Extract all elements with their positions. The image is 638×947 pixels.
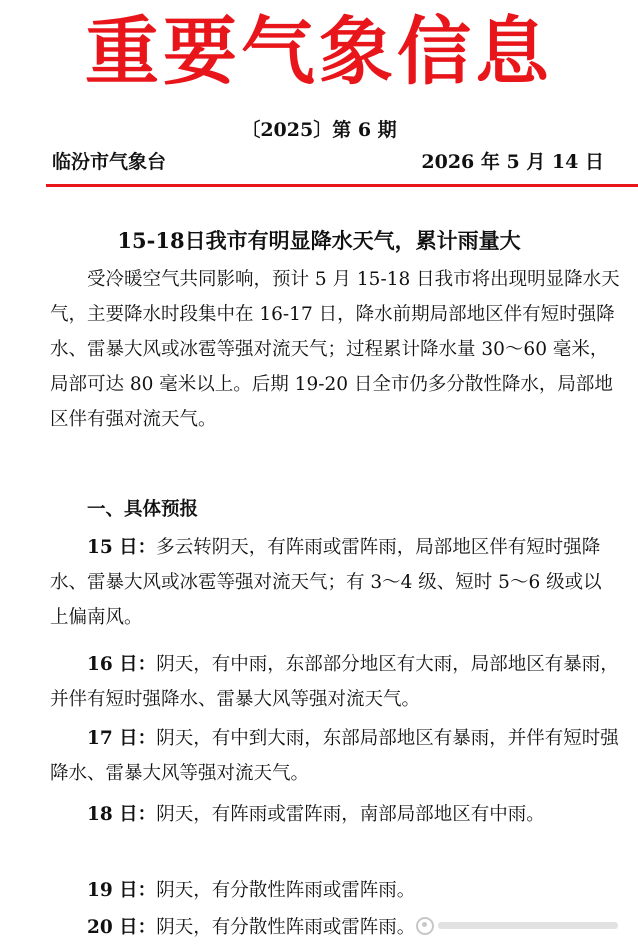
forecast-day-text: 阴天，有分散性阵雨或雷阵雨。 (156, 917, 416, 938)
forecast-day-text: 阴天，有分散性阵雨或雷阵雨。 (156, 880, 416, 901)
forecast-day-15 (50, 530, 620, 635)
forecast-day-label: 15 日： (87, 537, 157, 558)
masthead-divider (46, 184, 638, 187)
forecast-day-label: 16 日： (87, 654, 157, 675)
forecast-day-label: 19 日： (87, 880, 157, 901)
forecast-day-text: 阴天，有阵雨或雷阵雨，南部局部地区有中雨。 (156, 804, 545, 825)
forecast-day-text: 阴天，有中到大雨，东部局部地区有暴雨，并伴有短时强降水、雷暴大风等强对流天气。 (50, 728, 619, 784)
forecast-day-19 (50, 873, 620, 908)
forecast-day-text: 多云转阴天，有阵雨或雷阵雨，局部地区伴有短时强降水、雷暴大风或冰雹等强对流天气；有 3～4 级、短时 5～6 级或以上偏南风。 (50, 537, 602, 628)
forecast-day-16 (50, 647, 620, 717)
intro-paragraph: 受冷暖空气共同影响，预计 5 月 15-18 日我市将出现明显降水天气，主要降水时段集中在 16-17 日，降水前期局部地区伴有短时强降水、雷暴大风或冰雹等强对流天气；过程累计降水量 30～60 毫米，局部可达 80 毫米以上。后期 19-20 日全市仍多分散性降水，局部地区伴有强对流天气。 (50, 269, 620, 430)
forecast-day-label: 20 日： (87, 917, 157, 938)
issuing-organization: 临汾市气象台 (52, 151, 167, 173)
watermark-mark (438, 922, 618, 929)
forecast-day-18 (50, 797, 620, 832)
section-title: 一、具体预报 (87, 499, 199, 520)
issue-number: 〔2025〕第 6 期 (241, 119, 397, 141)
issue-date: 2026 年 5 月 14 日 (421, 151, 604, 173)
forecast-day-label: 18 日： (87, 804, 157, 825)
forecast-day-text: 阴天，有中雨，东部部分地区有大雨，局部地区有暴雨，并伴有短时强降水、雷暴大风等强对流天气。 (50, 654, 619, 710)
masthead-title: 重要气象信息 (85, 9, 553, 95)
forecast-day-17 (50, 721, 620, 791)
watermark-logo-icon (416, 917, 434, 935)
forecast-day-label: 17 日： (87, 728, 157, 749)
watermark (412, 908, 628, 942)
bulletin-meta (52, 148, 604, 176)
article-headline: 15-18日我市有明显降水天气，累计雨量大 (117, 228, 521, 253)
